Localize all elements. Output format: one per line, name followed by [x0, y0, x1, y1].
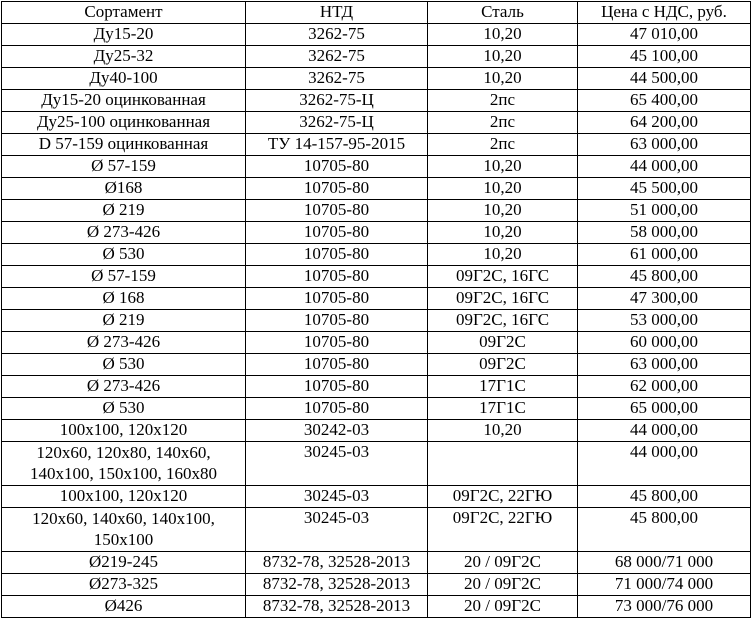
cell-price: 65 000,00: [578, 398, 751, 420]
cell-ntd: 10705-80: [246, 310, 428, 332]
cell-sortament: Ø 168: [2, 288, 246, 310]
cell-sortament: 100x100, 120x120: [2, 486, 246, 508]
table-row: [2, 354, 751, 376]
cell-sortament: Ø219-245: [2, 552, 246, 574]
cell-sortament: Ø273-325: [2, 574, 246, 596]
cell-price: 45 800,00: [578, 266, 751, 288]
table-row: [2, 266, 751, 288]
cell-steel: 10,20: [428, 200, 578, 222]
table-row: [2, 200, 751, 222]
cell-ntd: 10705-80: [246, 332, 428, 354]
cell-ntd: 10705-80: [246, 244, 428, 266]
cell-steel: 2пс: [428, 112, 578, 134]
cell-ntd: 10705-80: [246, 288, 428, 310]
cell-ntd: 8732-78, 32528-2013: [246, 596, 428, 618]
cell-price: 45 100,00: [578, 46, 751, 68]
cell-ntd: 3262-75: [246, 46, 428, 68]
cell-ntd: 30242-03: [246, 420, 428, 442]
cell-ntd: 30245-03: [246, 442, 428, 486]
cell-steel: 09Г2С: [428, 354, 578, 376]
table-row: [2, 288, 751, 310]
cell-steel: 10,20: [428, 222, 578, 244]
table-row: [2, 112, 751, 134]
cell-sortament: Ø426: [2, 596, 246, 618]
cell-sortament: Ø 57-159: [2, 266, 246, 288]
table-row: [2, 552, 751, 574]
table-row: [2, 68, 751, 90]
cell-ntd: 3262-75: [246, 68, 428, 90]
cell-price: 44 000,00: [578, 442, 751, 486]
table-row: [2, 574, 751, 596]
table-row: [2, 508, 751, 552]
table-body: [2, 24, 751, 618]
table-row: [2, 178, 751, 200]
cell-steel: 10,20: [428, 420, 578, 442]
table-row: [2, 442, 751, 486]
cell-sortament: 120x60, 140x60, 140x100, 150x100: [2, 508, 246, 552]
cell-price: 64 200,00: [578, 112, 751, 134]
cell-steel: 09Г2С, 22ГЮ: [428, 508, 578, 552]
cell-sortament: Ø 530: [2, 354, 246, 376]
table-header-row: [2, 2, 751, 24]
table-row: [2, 134, 751, 156]
cell-ntd: 3262-75-Ц: [246, 112, 428, 134]
price-table: [1, 1, 751, 618]
cell-ntd: 30245-03: [246, 508, 428, 552]
cell-ntd: 10705-80: [246, 266, 428, 288]
table-row: [2, 486, 751, 508]
cell-ntd: 10705-80: [246, 200, 428, 222]
header-price: Цена с НДС, руб.: [578, 2, 751, 24]
cell-ntd: 10705-80: [246, 156, 428, 178]
cell-sortament: 100x100, 120x120: [2, 420, 246, 442]
cell-price: 45 800,00: [578, 486, 751, 508]
table-row: [2, 244, 751, 266]
cell-price: 60 000,00: [578, 332, 751, 354]
cell-ntd: 10705-80: [246, 178, 428, 200]
cell-sortament: Ø 219: [2, 200, 246, 222]
table-row: [2, 156, 751, 178]
cell-price: 68 000/71 000: [578, 552, 751, 574]
cell-sortament: Ø 57-159: [2, 156, 246, 178]
cell-ntd: 8732-78, 32528-2013: [246, 574, 428, 596]
cell-price: 44 000,00: [578, 156, 751, 178]
table-row: [2, 420, 751, 442]
cell-price: 63 000,00: [578, 134, 751, 156]
cell-price: 47 300,00: [578, 288, 751, 310]
cell-ntd: 10705-80: [246, 398, 428, 420]
cell-sortament: Ø 530: [2, 244, 246, 266]
header-sortament: Сортамент: [2, 2, 246, 24]
cell-steel: 2пс: [428, 90, 578, 112]
cell-ntd: 10705-80: [246, 354, 428, 376]
cell-price: 47 010,00: [578, 24, 751, 46]
cell-ntd: 8732-78, 32528-2013: [246, 552, 428, 574]
cell-sortament: Ø 219: [2, 310, 246, 332]
cell-ntd: 3262-75: [246, 24, 428, 46]
cell-steel: 10,20: [428, 156, 578, 178]
cell-steel: 10,20: [428, 46, 578, 68]
cell-steel: 10,20: [428, 68, 578, 90]
cell-sortament: Ду25-100 оцинкованная: [2, 112, 246, 134]
cell-steel: 10,20: [428, 24, 578, 46]
cell-steel: 20 / 09Г2С: [428, 552, 578, 574]
cell-price: 44 500,00: [578, 68, 751, 90]
cell-sortament: Ø 273-426: [2, 376, 246, 398]
table-row: [2, 332, 751, 354]
cell-ntd: ТУ 14-157-95-2015: [246, 134, 428, 156]
cell-price: 45 800,00: [578, 508, 751, 552]
table-row: [2, 596, 751, 618]
cell-price: 44 000,00: [578, 420, 751, 442]
cell-ntd: 10705-80: [246, 222, 428, 244]
cell-steel: 09Г2С, 16ГС: [428, 288, 578, 310]
cell-steel: 10,20: [428, 178, 578, 200]
cell-ntd: 3262-75-Ц: [246, 90, 428, 112]
cell-steel: 10,20: [428, 244, 578, 266]
cell-price: 58 000,00: [578, 222, 751, 244]
header-ntd: НТД: [246, 2, 428, 24]
cell-steel: 09Г2С, 16ГС: [428, 266, 578, 288]
cell-sortament: Ø 273-426: [2, 332, 246, 354]
cell-sortament: Ду15-20: [2, 24, 246, 46]
cell-steel: 17Г1С: [428, 398, 578, 420]
cell-price: 61 000,00: [578, 244, 751, 266]
table-row: [2, 398, 751, 420]
table-row: [2, 24, 751, 46]
cell-sortament: Ду15-20 оцинкованная: [2, 90, 246, 112]
cell-price: 51 000,00: [578, 200, 751, 222]
cell-steel: 20 / 09Г2С: [428, 574, 578, 596]
cell-price: 65 400,00: [578, 90, 751, 112]
cell-price: 62 000,00: [578, 376, 751, 398]
table-row: [2, 310, 751, 332]
cell-price: 45 500,00: [578, 178, 751, 200]
cell-sortament: Ду40-100: [2, 68, 246, 90]
cell-sortament: D 57-159 оцинкованная: [2, 134, 246, 156]
cell-steel: 20 / 09Г2С: [428, 596, 578, 618]
cell-ntd: 10705-80: [246, 376, 428, 398]
cell-price: 71 000/74 000: [578, 574, 751, 596]
cell-price: 53 000,00: [578, 310, 751, 332]
table-row: [2, 376, 751, 398]
table-row: [2, 222, 751, 244]
table-row: [2, 46, 751, 68]
table-row: [2, 90, 751, 112]
cell-sortament: Ø 530: [2, 398, 246, 420]
cell-sortament: Ø 273-426: [2, 222, 246, 244]
cell-sortament: Ø168: [2, 178, 246, 200]
cell-steel: 09Г2С, 22ГЮ: [428, 486, 578, 508]
cell-price: 63 000,00: [578, 354, 751, 376]
cell-steel: [428, 442, 578, 486]
cell-price: 73 000/76 000: [578, 596, 751, 618]
cell-steel: 09Г2С: [428, 332, 578, 354]
cell-steel: 17Г1С: [428, 376, 578, 398]
cell-steel: 09Г2С, 16ГС: [428, 310, 578, 332]
cell-steel: 2пс: [428, 134, 578, 156]
cell-ntd: 30245-03: [246, 486, 428, 508]
cell-sortament: 120x60, 120x80, 140x60, 140x100, 150x100, 160x80: [2, 442, 246, 486]
header-steel: Сталь: [428, 2, 578, 24]
cell-sortament: Ду25-32: [2, 46, 246, 68]
